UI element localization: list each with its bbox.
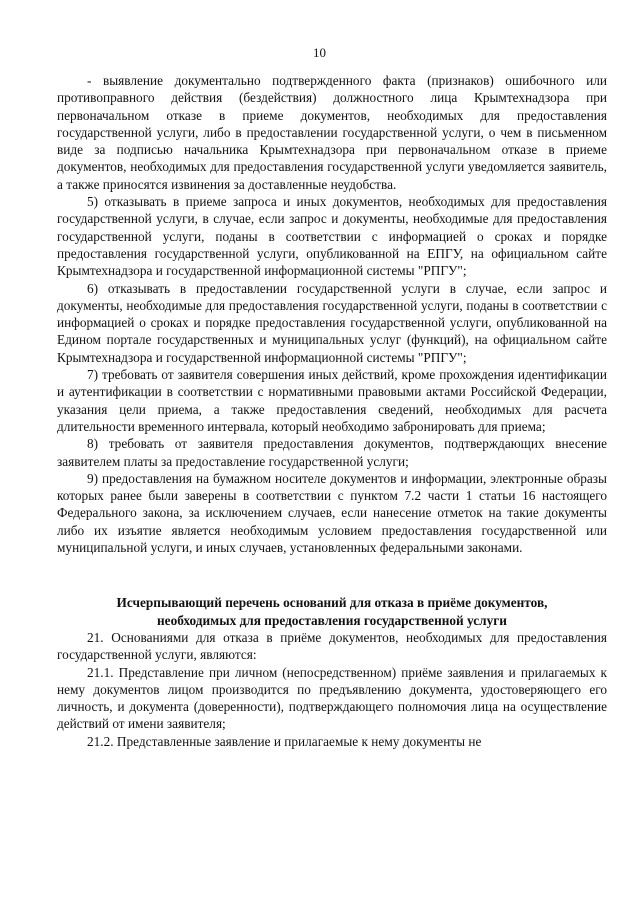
paragraph-item-5: 5) отказывать в приеме запроса и иных документов, необходимых для предоставления государственной услуги, в случае, если запрос и документы, необходимые для предоставления государственной услуги, поданы в соответствии с информацией о сроках и порядке предоставления государственной услуги, опубликованной на ЕПГУ, на официальном сайте Крымтехнадзора и государственной информационной системы "РПГУ";	[57, 194, 607, 279]
section-heading	[57, 594, 607, 629]
paragraph-21-2: 21.2. Представленные заявление и прилагаемые к нему документы не	[87, 733, 482, 749]
document-body	[57, 72, 607, 750]
page-number: 10	[313, 45, 326, 60]
paragraph-21-1: 21.1. Представление при личном (непосредственном) приёме заявления и прилагаемых к нему документов лицом производится по предъявлению документа, удостоверяющего его личность, и документа (доверенности), подтверждающего полномочия лица на осуществление действий от имени заявителя;	[57, 664, 607, 732]
paragraph-item-8: 8) требовать от заявителя предоставления документов, подтверждающих внесение заявителем платы за предоставление государственной услуги;	[57, 436, 607, 469]
section-heading-line-2: необходимых для предоставления государственной услуги	[157, 612, 507, 628]
paragraph-item-7: 7) требовать от заявителя совершения иных действий, кроме прохождения идентификации и аутентификации в соответствии с нормативными правовыми актами Российской Федерации, указания цели приема, а также предоставления сведений, необходимых для расчета длительности временного интервала, который необходимо забронировать для приема;	[57, 367, 607, 434]
paragraph-item-9: 9) предоставления на бумажном носителе документов и информации, электронные образы которых ранее были заверены в соответствии с пунктом 7.2 части 1 статьи 16 настоящего Федерального закона, за исключением случаев, если нанесение отметок на такие документы либо их изъятие является необходимым условием предоставления государственной или муниципальной услуги, и иных случаев, установленных федеральными законами.	[57, 470, 607, 556]
section-heading-line-1: Исчерпывающий перечень оснований для отказа в приёме документов,	[116, 595, 548, 611]
paragraph-item-6: 6) отказывать в предоставлении государственной услуги в случае, если запрос и документы, необходимые для предоставления государственной услуги, поданы в соответствии с информацией о сроках и порядке предоставления государственной услуги, опубликованной на Едином портале государственных и муниципальных услуг (функций), на официальном сайте Крымтехнадзора и государственной информационной системы "РПГУ";	[57, 280, 607, 365]
paragraph-21: 21. Основаниями для отказа в приёме документов, необходимых для предоставления государственной услуги, являются:	[57, 629, 607, 663]
paragraph-error-detection: - выявление документально подтвержденного факта (признаков) ошибочного или противоправного действия (бездействия) должностного лица Крымтехнадзора при первоначальном отказе в приеме документов, необходимых для предоставления государственной услуги, либо в предоставлении государственной услуги, о чем в письменном виде за подписью начальника Крымтехнадзора при первоначальном отказе в приеме документов, необходимых для предоставления государственной услуги уведомляется заявитель, а также приносятся извинения за доставленные неудобства.	[57, 73, 607, 192]
